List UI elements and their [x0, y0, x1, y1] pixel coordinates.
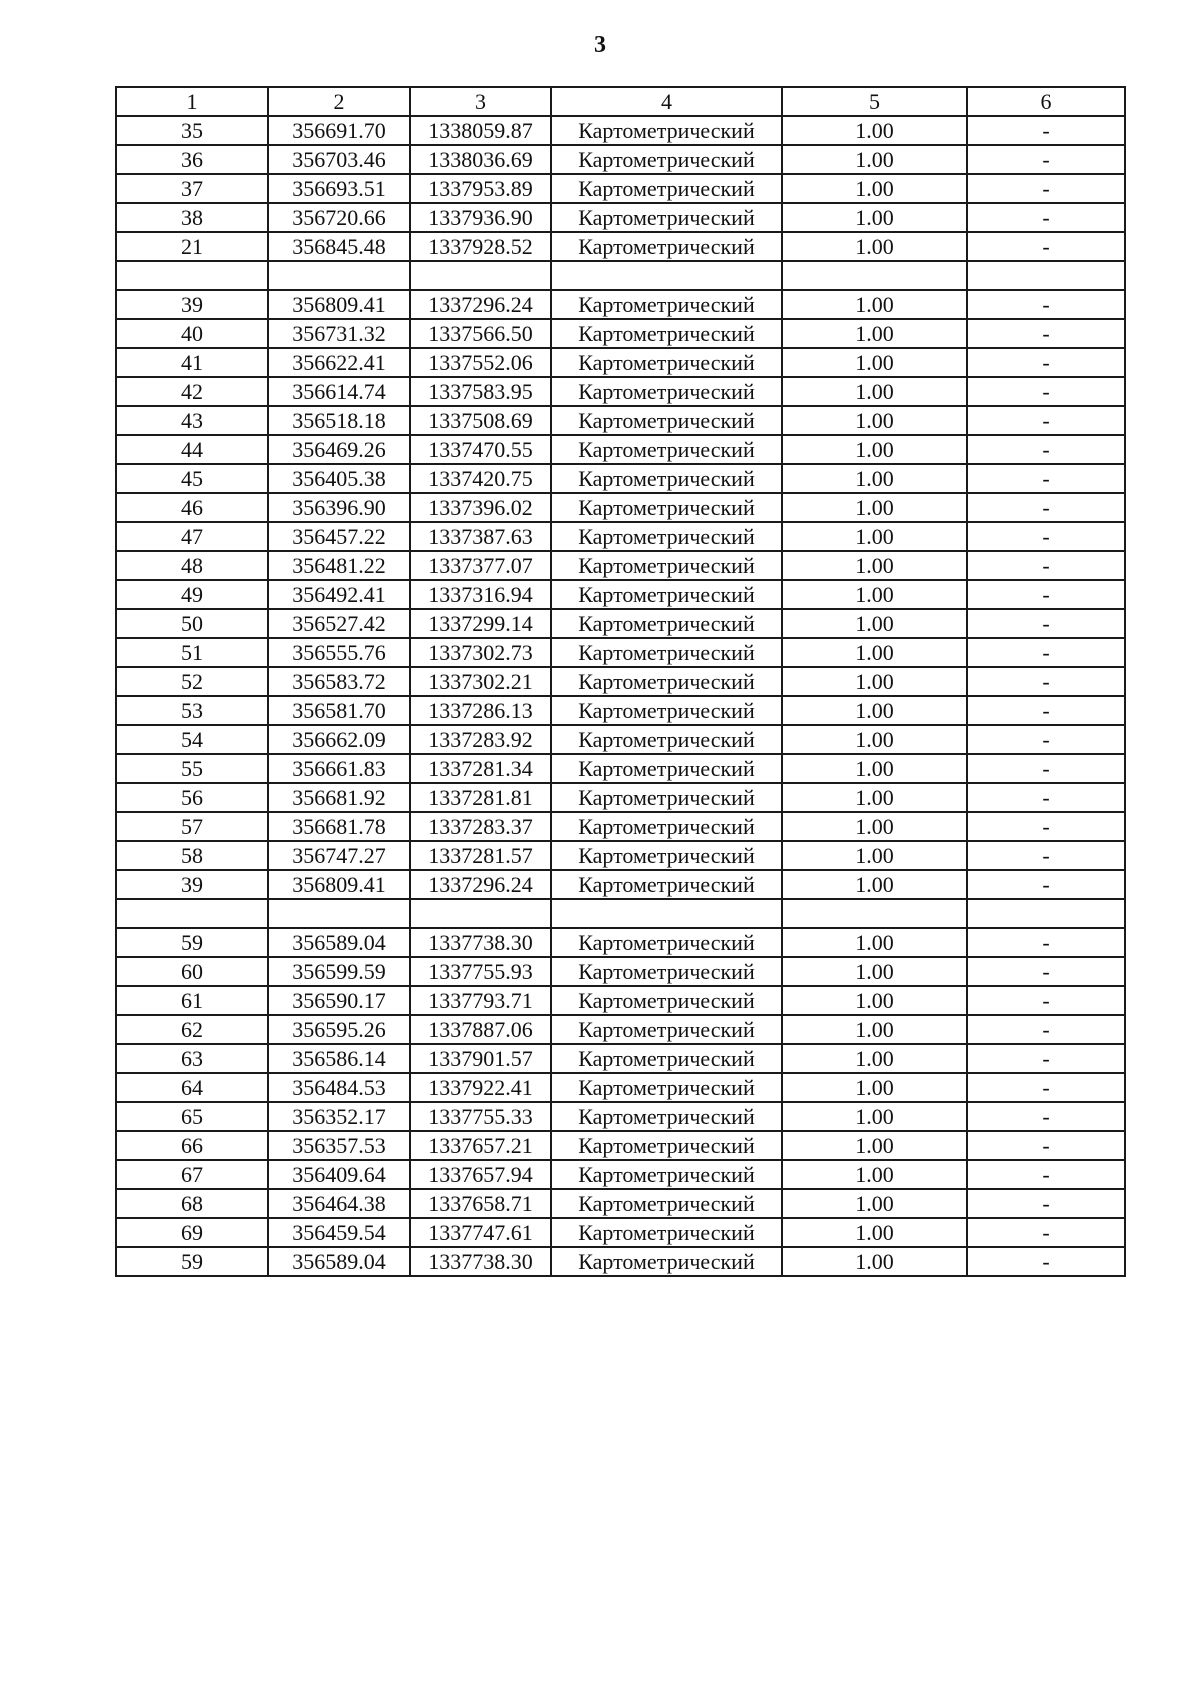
table-row — [116, 667, 1125, 696]
table-cell: - — [967, 1073, 1125, 1102]
table-cell: Картометрический — [551, 522, 782, 551]
table-cell: - — [967, 783, 1125, 812]
table-cell: - — [967, 696, 1125, 725]
table-cell: 1.00 — [782, 812, 967, 841]
table-cell: 1.00 — [782, 1131, 967, 1160]
table-cell: - — [967, 377, 1125, 406]
table-cell: 356589.04 — [268, 1247, 410, 1276]
table-cell: 1337738.30 — [410, 928, 551, 957]
table-cell: Картометрический — [551, 174, 782, 203]
table-cell: 65 — [116, 1102, 268, 1131]
table-cell: 63 — [116, 1044, 268, 1073]
table-cell: - — [967, 986, 1125, 1015]
table-cell: 1.00 — [782, 319, 967, 348]
table-cell: - — [967, 348, 1125, 377]
table-cell: Картометрический — [551, 812, 782, 841]
table-cell: 1.00 — [782, 1073, 967, 1102]
table-cell: 356352.17 — [268, 1102, 410, 1131]
table-cell: 356405.38 — [268, 464, 410, 493]
table-cell: 356396.90 — [268, 493, 410, 522]
table-cell: - — [967, 1044, 1125, 1073]
table-cell: 42 — [116, 377, 268, 406]
table-row — [116, 464, 1125, 493]
table-cell: Картометрический — [551, 551, 782, 580]
table-cell: 1337281.81 — [410, 783, 551, 812]
table-cell: 1337755.33 — [410, 1102, 551, 1131]
table-cell — [782, 899, 967, 928]
table-cell: 1.00 — [782, 783, 967, 812]
table-cell: - — [967, 1015, 1125, 1044]
table-row — [116, 348, 1125, 377]
table-cell: - — [967, 116, 1125, 145]
table-cell: 1337377.07 — [410, 551, 551, 580]
table-cell: 356662.09 — [268, 725, 410, 754]
table-cell: - — [967, 841, 1125, 870]
table-cell: 40 — [116, 319, 268, 348]
table-cell: - — [967, 1160, 1125, 1189]
table-header-row — [116, 87, 1125, 116]
table-cell: 356589.04 — [268, 928, 410, 957]
table-cell: Картометрический — [551, 928, 782, 957]
coordinates-table — [115, 86, 1126, 1277]
table-cell: 1337738.30 — [410, 1247, 551, 1276]
table-cell: Картометрический — [551, 435, 782, 464]
table-cell: Картометрический — [551, 1218, 782, 1247]
table-cell: 356661.83 — [268, 754, 410, 783]
table-cell — [116, 261, 268, 290]
header-cell: 5 — [782, 87, 967, 116]
table-cell: Картометрический — [551, 145, 782, 174]
table-cell: 1337420.75 — [410, 464, 551, 493]
table-cell: - — [967, 580, 1125, 609]
table-cell: Картометрический — [551, 116, 782, 145]
table-cell: 356731.32 — [268, 319, 410, 348]
table-cell: - — [967, 638, 1125, 667]
table-row — [116, 406, 1125, 435]
table-cell: 1.00 — [782, 522, 967, 551]
table-cell: 1337470.55 — [410, 435, 551, 464]
header-cell: 1 — [116, 87, 268, 116]
table-cell: Картометрический — [551, 464, 782, 493]
table-row — [116, 928, 1125, 957]
table-cell: Картометрический — [551, 348, 782, 377]
table-cell: 47 — [116, 522, 268, 551]
table-cell: 1.00 — [782, 1247, 967, 1276]
table-cell: 62 — [116, 1015, 268, 1044]
table-cell: Картометрический — [551, 290, 782, 319]
table-cell: 43 — [116, 406, 268, 435]
table-row — [116, 1160, 1125, 1189]
table-cell: 61 — [116, 986, 268, 1015]
table-cell: 356527.42 — [268, 609, 410, 638]
table-cell: 51 — [116, 638, 268, 667]
table-cell: Картометрический — [551, 1044, 782, 1073]
table-row — [116, 841, 1125, 870]
table-row — [116, 986, 1125, 1015]
table-row — [116, 725, 1125, 754]
table-cell: 1337281.57 — [410, 841, 551, 870]
table-cell — [551, 899, 782, 928]
table-cell: 1337936.90 — [410, 203, 551, 232]
table-cell: 356720.66 — [268, 203, 410, 232]
table-cell: - — [967, 232, 1125, 261]
table-cell: 68 — [116, 1189, 268, 1218]
table-cell: 1337657.94 — [410, 1160, 551, 1189]
table-row — [116, 638, 1125, 667]
table-cell: 1337387.63 — [410, 522, 551, 551]
table-cell: - — [967, 203, 1125, 232]
table-cell: - — [967, 870, 1125, 899]
table-cell: 1.00 — [782, 406, 967, 435]
table-cell: 60 — [116, 957, 268, 986]
table-cell: 50 — [116, 609, 268, 638]
table-cell: 356614.74 — [268, 377, 410, 406]
table-cell: 356681.78 — [268, 812, 410, 841]
table-cell — [410, 261, 551, 290]
table-cell: 35 — [116, 116, 268, 145]
table-cell: 1337658.71 — [410, 1189, 551, 1218]
table-cell: Картометрический — [551, 493, 782, 522]
table-cell: 356747.27 — [268, 841, 410, 870]
table-row — [116, 696, 1125, 725]
table-cell: 356691.70 — [268, 116, 410, 145]
table-cell: 1.00 — [782, 203, 967, 232]
header-cell: 6 — [967, 87, 1125, 116]
table-cell: 1337755.93 — [410, 957, 551, 986]
table-cell: 1.00 — [782, 551, 967, 580]
table-cell: Картометрический — [551, 638, 782, 667]
table-cell: 37 — [116, 174, 268, 203]
table-cell: 1337566.50 — [410, 319, 551, 348]
table-cell: - — [967, 1131, 1125, 1160]
table-cell: 1.00 — [782, 1160, 967, 1189]
table-cell: 1.00 — [782, 870, 967, 899]
table-cell: 46 — [116, 493, 268, 522]
table-cell: 356484.53 — [268, 1073, 410, 1102]
table-cell: 1.00 — [782, 435, 967, 464]
header-cell: 2 — [268, 87, 410, 116]
table-cell: 356555.76 — [268, 638, 410, 667]
table-cell: 356586.14 — [268, 1044, 410, 1073]
table-cell: Картометрический — [551, 580, 782, 609]
table-cell: 1337296.24 — [410, 290, 551, 319]
table-cell: 356681.92 — [268, 783, 410, 812]
table-cell: Картометрический — [551, 957, 782, 986]
table-cell: Картометрический — [551, 841, 782, 870]
table-row — [116, 1073, 1125, 1102]
table-row — [116, 551, 1125, 580]
table-cell: 1.00 — [782, 377, 967, 406]
table-cell: 41 — [116, 348, 268, 377]
table-cell: - — [967, 957, 1125, 986]
table-cell: 356703.46 — [268, 145, 410, 174]
table-cell: 356464.38 — [268, 1189, 410, 1218]
table-cell: 39 — [116, 290, 268, 319]
table-cell: 54 — [116, 725, 268, 754]
table-cell: 1337302.73 — [410, 638, 551, 667]
table-cell: 38 — [116, 203, 268, 232]
table-cell: 356357.53 — [268, 1131, 410, 1160]
table-row — [116, 377, 1125, 406]
table-cell: 1.00 — [782, 928, 967, 957]
table-cell: 1.00 — [782, 986, 967, 1015]
table-row — [116, 145, 1125, 174]
table-cell: 1.00 — [782, 1189, 967, 1218]
table-cell: 1.00 — [782, 638, 967, 667]
table-row — [116, 1218, 1125, 1247]
table-cell: 1.00 — [782, 667, 967, 696]
table-row — [116, 812, 1125, 841]
table-cell: 1.00 — [782, 1015, 967, 1044]
table-row — [116, 116, 1125, 145]
table-cell: 1337953.89 — [410, 174, 551, 203]
table-cell: - — [967, 174, 1125, 203]
table-cell: Картометрический — [551, 203, 782, 232]
table-row — [116, 1131, 1125, 1160]
table-cell: - — [967, 145, 1125, 174]
table-row — [116, 435, 1125, 464]
table-cell — [268, 261, 410, 290]
table-cell: 356693.51 — [268, 174, 410, 203]
table-cell: 57 — [116, 812, 268, 841]
table-cell: - — [967, 725, 1125, 754]
table-cell: Картометрический — [551, 725, 782, 754]
table-cell: Картометрический — [551, 232, 782, 261]
table-cell: 1.00 — [782, 145, 967, 174]
table-cell: Картометрический — [551, 377, 782, 406]
table-row — [116, 203, 1125, 232]
table-cell: 1.00 — [782, 841, 967, 870]
page-number: 3 — [594, 32, 606, 58]
table-cell: - — [967, 609, 1125, 638]
table-cell: 356583.72 — [268, 667, 410, 696]
table-cell: - — [967, 667, 1125, 696]
table-cell: Картометрический — [551, 696, 782, 725]
table-cell: - — [967, 1102, 1125, 1131]
table-cell: Картометрический — [551, 783, 782, 812]
table-row — [116, 493, 1125, 522]
table-row — [116, 957, 1125, 986]
table-cell: 55 — [116, 754, 268, 783]
table-cell: 1337928.52 — [410, 232, 551, 261]
table-cell: 1.00 — [782, 116, 967, 145]
table-row — [116, 261, 1125, 290]
table-row — [116, 232, 1125, 261]
table-cell: - — [967, 1247, 1125, 1276]
table-row — [116, 290, 1125, 319]
table-cell: Картометрический — [551, 319, 782, 348]
table-cell: 1.00 — [782, 696, 967, 725]
table-row — [116, 899, 1125, 928]
table-cell: 1337657.21 — [410, 1131, 551, 1160]
table-cell: Картометрический — [551, 870, 782, 899]
table-cell: 1.00 — [782, 1102, 967, 1131]
table-cell: - — [967, 754, 1125, 783]
table-cell: 356459.54 — [268, 1218, 410, 1247]
table-cell: 49 — [116, 580, 268, 609]
table-cell: - — [967, 493, 1125, 522]
table-cell: 356595.26 — [268, 1015, 410, 1044]
table-cell: Картометрический — [551, 1131, 782, 1160]
table-row — [116, 174, 1125, 203]
table-cell: - — [967, 551, 1125, 580]
table-row — [116, 1102, 1125, 1131]
table-cell: - — [967, 290, 1125, 319]
table-cell: 53 — [116, 696, 268, 725]
table-cell: 1337286.13 — [410, 696, 551, 725]
table-cell: - — [967, 928, 1125, 957]
table-cell: Картометрический — [551, 1073, 782, 1102]
table-row — [116, 1015, 1125, 1044]
table-cell: 356809.41 — [268, 290, 410, 319]
table-cell: 56 — [116, 783, 268, 812]
table-cell: 1337901.57 — [410, 1044, 551, 1073]
table-cell: 69 — [116, 1218, 268, 1247]
table-cell: 1337283.92 — [410, 725, 551, 754]
table-cell: 1337887.06 — [410, 1015, 551, 1044]
table-cell: Картометрический — [551, 1015, 782, 1044]
table-row — [116, 1247, 1125, 1276]
table-cell: 52 — [116, 667, 268, 696]
table-cell: 1337396.02 — [410, 493, 551, 522]
header-cell: 4 — [551, 87, 782, 116]
table-cell: - — [967, 812, 1125, 841]
table-row — [116, 783, 1125, 812]
table-cell: 356581.70 — [268, 696, 410, 725]
table-cell: 1337302.21 — [410, 667, 551, 696]
table-cell: 1337508.69 — [410, 406, 551, 435]
table-cell: 1337316.94 — [410, 580, 551, 609]
table-cell: 1338036.69 — [410, 145, 551, 174]
table-cell: 39 — [116, 870, 268, 899]
table-cell — [551, 261, 782, 290]
table-cell: 44 — [116, 435, 268, 464]
table-cell: 1337283.37 — [410, 812, 551, 841]
table-cell: - — [967, 1189, 1125, 1218]
table-cell: - — [967, 522, 1125, 551]
table-cell — [967, 899, 1125, 928]
table-cell: Картометрический — [551, 754, 782, 783]
table-cell — [116, 899, 268, 928]
table-cell: 1337747.61 — [410, 1218, 551, 1247]
table-cell: 1.00 — [782, 348, 967, 377]
table-cell: 36 — [116, 145, 268, 174]
table-cell: 356845.48 — [268, 232, 410, 261]
table-cell: Картометрический — [551, 1102, 782, 1131]
table-cell: 1.00 — [782, 174, 967, 203]
table-row — [116, 522, 1125, 551]
table-cell: 21 — [116, 232, 268, 261]
table-row — [116, 580, 1125, 609]
table-cell: 356599.59 — [268, 957, 410, 986]
table-row — [116, 1044, 1125, 1073]
table-cell: 48 — [116, 551, 268, 580]
table-cell: 356590.17 — [268, 986, 410, 1015]
table-cell: 356409.64 — [268, 1160, 410, 1189]
table-cell: 356518.18 — [268, 406, 410, 435]
table-cell: 1.00 — [782, 609, 967, 638]
table-cell: 45 — [116, 464, 268, 493]
table-cell: 1.00 — [782, 1218, 967, 1247]
table-cell: Картометрический — [551, 609, 782, 638]
table-cell: 1337583.95 — [410, 377, 551, 406]
table-cell: Картометрический — [551, 986, 782, 1015]
table-cell: 1.00 — [782, 725, 967, 754]
table-row — [116, 754, 1125, 783]
table-cell: 1337552.06 — [410, 348, 551, 377]
table-cell: 1.00 — [782, 957, 967, 986]
table-cell: - — [967, 464, 1125, 493]
table-cell: 1.00 — [782, 290, 967, 319]
table-cell: 1337299.14 — [410, 609, 551, 638]
table-cell: 59 — [116, 1247, 268, 1276]
table-cell: Картометрический — [551, 1247, 782, 1276]
table-body — [116, 116, 1125, 1276]
table-row — [116, 319, 1125, 348]
table-cell: Картометрический — [551, 406, 782, 435]
table-cell: 1.00 — [782, 464, 967, 493]
table-cell: 356622.41 — [268, 348, 410, 377]
table-cell: - — [967, 435, 1125, 464]
table-cell — [967, 261, 1125, 290]
table-cell — [782, 261, 967, 290]
table-row — [116, 609, 1125, 638]
table-row — [116, 870, 1125, 899]
table-cell: - — [967, 319, 1125, 348]
table-cell: 1337922.41 — [410, 1073, 551, 1102]
table-row — [116, 1189, 1125, 1218]
table-cell: 356492.41 — [268, 580, 410, 609]
table-cell: 356481.22 — [268, 551, 410, 580]
table-cell: 66 — [116, 1131, 268, 1160]
table-cell: Картометрический — [551, 1160, 782, 1189]
table-cell: 64 — [116, 1073, 268, 1102]
table-cell: Картометрический — [551, 667, 782, 696]
table-cell: 1337281.34 — [410, 754, 551, 783]
table-cell: 67 — [116, 1160, 268, 1189]
table-cell: 1338059.87 — [410, 116, 551, 145]
table-cell: 1337793.71 — [410, 986, 551, 1015]
table-cell: 1.00 — [782, 754, 967, 783]
table-cell: 356469.26 — [268, 435, 410, 464]
table-cell: 356809.41 — [268, 870, 410, 899]
table-cell: 356457.22 — [268, 522, 410, 551]
table-cell: - — [967, 1218, 1125, 1247]
table-cell — [410, 899, 551, 928]
table-cell: 1337296.24 — [410, 870, 551, 899]
table-cell: 59 — [116, 928, 268, 957]
header-cell: 3 — [410, 87, 551, 116]
table-cell: 1.00 — [782, 493, 967, 522]
table-cell: 1.00 — [782, 1044, 967, 1073]
table-cell: - — [967, 406, 1125, 435]
table-cell: 1.00 — [782, 580, 967, 609]
table-cell: 58 — [116, 841, 268, 870]
table-cell: Картометрический — [551, 1189, 782, 1218]
table-cell: 1.00 — [782, 232, 967, 261]
table-cell — [268, 899, 410, 928]
